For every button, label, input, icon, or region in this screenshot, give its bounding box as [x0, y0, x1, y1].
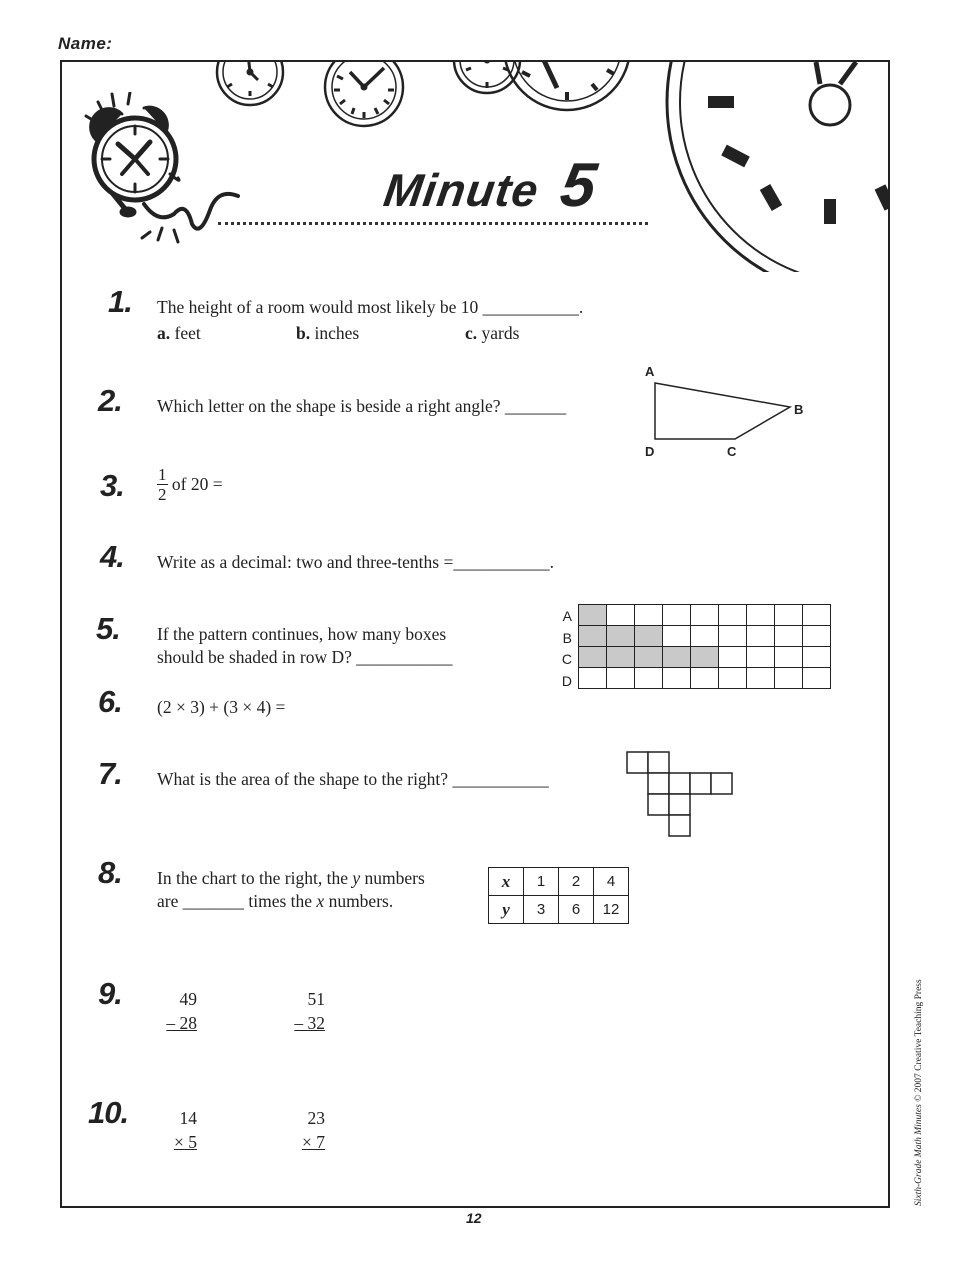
empty-box — [775, 668, 803, 689]
xy-table-row-x: x 1 2 4 — [489, 868, 629, 896]
shaded-box — [691, 647, 719, 668]
empty-box — [691, 605, 719, 626]
question-number-7: 7. — [98, 756, 122, 791]
empty-box — [663, 605, 691, 626]
question-2-text: Which letter on the shape is beside a right angle? _______ — [157, 396, 567, 416]
pattern-row-c — [579, 647, 831, 668]
empty-box — [607, 668, 635, 689]
shape-label-b: B — [794, 402, 804, 417]
question-4-text: Write as a decimal: two and three-tenths =___________. — [157, 552, 554, 572]
choice-a: a. feet — [157, 323, 201, 343]
empty-box — [719, 626, 747, 647]
question-8-text: In the chart to the right, the y numbers are _______ times the x numbers. — [157, 868, 425, 911]
empty-box — [663, 626, 691, 647]
question-number-3: 3. — [100, 468, 124, 503]
shaded-box — [579, 626, 607, 647]
subtraction-problem-2: 51 – 32 — [294, 989, 325, 1033]
xy-table — [488, 867, 629, 924]
question-number-5: 5. — [96, 611, 120, 646]
title-word: Minute — [380, 164, 543, 216]
empty-box — [691, 626, 719, 647]
question-number-1: 1. — [108, 284, 132, 319]
title-number: 5 — [556, 151, 602, 220]
question-number-10: 10. — [88, 1095, 129, 1130]
empty-box — [579, 668, 607, 689]
copyright-credit: Sixth-Grade Math Minutes © 2007 Creative Teaching Press — [914, 979, 924, 1206]
alarm-clock-icon — [78, 92, 253, 252]
pattern-grid — [578, 604, 831, 689]
question-number-4: 4. — [100, 539, 124, 574]
small-clock-icon — [454, 62, 520, 93]
shaded-box — [663, 647, 691, 668]
choice-c: c. yards — [465, 323, 520, 343]
xy-table-row-y: y 3 6 12 — [489, 896, 629, 924]
area-shape — [624, 749, 738, 841]
shaded-box — [579, 647, 607, 668]
multiplication-problem-1: 14 × 5 — [174, 1108, 197, 1152]
small-clock-icon — [325, 62, 403, 126]
pattern-row-b — [579, 626, 831, 647]
empty-box — [607, 605, 635, 626]
empty-box — [719, 647, 747, 668]
multiplication-problem-2: 23 × 7 — [302, 1108, 325, 1152]
question-number-2: 2. — [98, 383, 122, 418]
fraction: $\frac{1}{2}$ — [158, 465, 167, 504]
shaded-box — [635, 647, 663, 668]
question-number-9: 9. — [98, 976, 122, 1011]
empty-box — [803, 668, 831, 689]
medium-clock-icon — [504, 62, 630, 110]
question-1-text: The height of a room would most likely be 10 ___________. — [157, 297, 584, 317]
empty-box — [803, 605, 831, 626]
pattern-row-d — [579, 668, 831, 689]
question-7-text: What is the area of the shape to the right? ___________ — [157, 769, 549, 789]
empty-box — [775, 626, 803, 647]
empty-box — [719, 668, 747, 689]
shape-label-d: D — [645, 444, 655, 459]
empty-box — [635, 668, 663, 689]
empty-box — [635, 605, 663, 626]
title-dotted-rule — [218, 222, 648, 225]
question-5-text: If the pattern continues, how many boxes should be shaded in row D? ___________ — [157, 624, 453, 667]
shaded-box — [607, 647, 635, 668]
empty-box — [691, 668, 719, 689]
empty-box — [747, 605, 775, 626]
empty-box — [663, 668, 691, 689]
worksheet-title — [380, 150, 602, 221]
empty-box — [747, 626, 775, 647]
empty-box — [747, 647, 775, 668]
shape-label-a: A — [645, 364, 655, 379]
question-3-text: $\frac{1}{2}$ of 20 = — [158, 465, 223, 504]
shape-label-c: C — [727, 444, 737, 459]
question-number-6: 6. — [98, 684, 122, 719]
empty-box — [803, 626, 831, 647]
choice-b: b. inches — [296, 323, 360, 343]
shaded-box — [579, 605, 607, 626]
name-label: Name: — [58, 34, 113, 53]
page-number: 12 — [466, 1210, 482, 1226]
empty-box — [747, 668, 775, 689]
empty-box — [775, 605, 803, 626]
question-number-8: 8. — [98, 855, 122, 890]
large-clock-icon — [667, 62, 888, 272]
subtraction-problem-1: 49 – 28 — [166, 989, 197, 1033]
empty-box — [775, 647, 803, 668]
question-6-text: (2 × 3) + (3 × 4) = — [157, 697, 286, 717]
shaded-box — [607, 626, 635, 647]
empty-box — [803, 647, 831, 668]
pattern-row-labels: A B C D — [561, 608, 572, 689]
shaded-box — [635, 626, 663, 647]
pattern-row-a — [579, 605, 831, 626]
empty-box — [719, 605, 747, 626]
